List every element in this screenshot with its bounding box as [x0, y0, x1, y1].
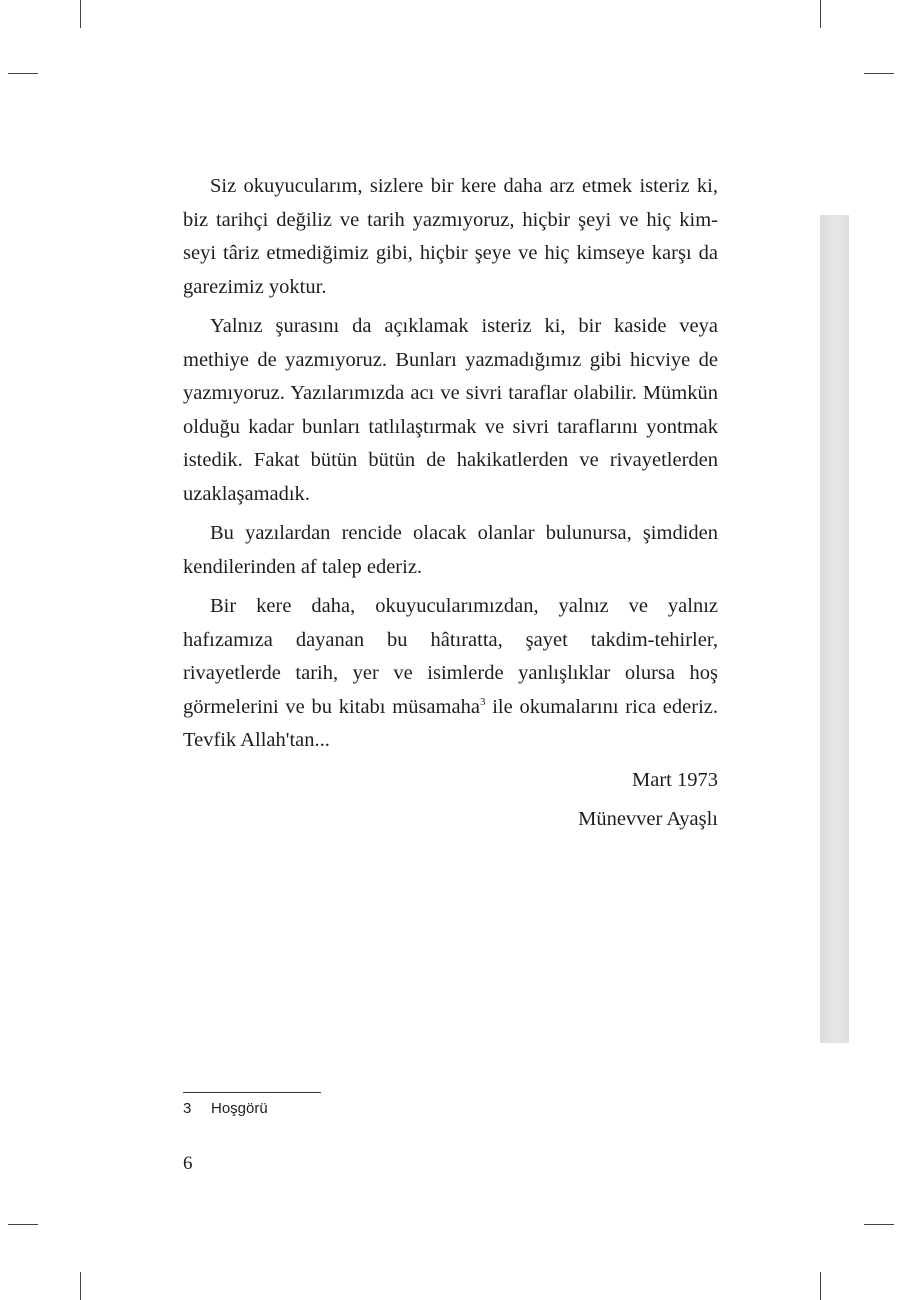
crop-mark-right-bottom [864, 1224, 894, 1225]
footnote [183, 1100, 268, 1117]
paragraph-4-text: Bir kere daha, okuyucularımızdan, yalnız ve yalnız hafızamıza dayanan bu hâtıratta, şayet takdim-tehirler, rivayetlerde tarih, yer ve isimlerde yanlışlıklar olursa hoş görmelerini ve bu kitabı müsamaha [183, 595, 718, 718]
crop-mark-bottom-right [820, 1272, 821, 1300]
crop-mark-top-left [80, 0, 81, 28]
author-signature: Münevver Ayaşlı [578, 808, 718, 830]
body-text [183, 170, 718, 837]
crop-mark-top-right [820, 0, 821, 28]
paragraph-4 [183, 590, 718, 758]
paragraph-1: Siz okuyucularım, sizlere bir kere daha arz etmek isteriz ki, biz tarihçi değiliz ve tarih yazmıyoruz, hiçbir şeyi ve hiç kim-seyi târiz etmediğimiz gibi, hiçbir şeye ve hiç kimseye karşı da garezimiz yoktur. [183, 175, 718, 298]
paragraph-3: Bu yazılardan rencide olacak olanlar bulunursa, şimdiden kendilerinden af talep ederiz. [183, 522, 718, 578]
crop-mark-right-top [864, 73, 894, 74]
paragraph-4-text-end: ile okumalarını rica ederiz. Tevfik Allah'tan... [183, 695, 718, 751]
crop-mark-bottom-left [80, 1272, 81, 1300]
footnote-divider [183, 1092, 321, 1093]
footnote-text: Hoşgörü [211, 1100, 268, 1117]
date: Mart 1973 [632, 768, 718, 791]
crop-mark-left-bottom [8, 1224, 38, 1225]
crop-mark-left-top [8, 73, 38, 74]
page-number: 6 [183, 1153, 193, 1174]
footnote-number: 3 [183, 1100, 192, 1117]
footnote-reference: 3 [479, 695, 486, 708]
paragraph-2: Yalnız şurasını da açıklamak isteriz ki, bir kaside veya methiye de yazmıyoruz. Bunları yazmadığımız gibi hicviye de yazmıyoruz. Yazılarımızda acı ve sivri taraflar olabilir. Mümkün olduğu kadar bunları tatlılaştırmak ve sivri taraflarını yontmak istedik. Fakat bütün bütün de hakikatlerden ve rivayetlerden uzaklaşamadık. [183, 315, 718, 505]
page-edge-tab [820, 215, 849, 1043]
